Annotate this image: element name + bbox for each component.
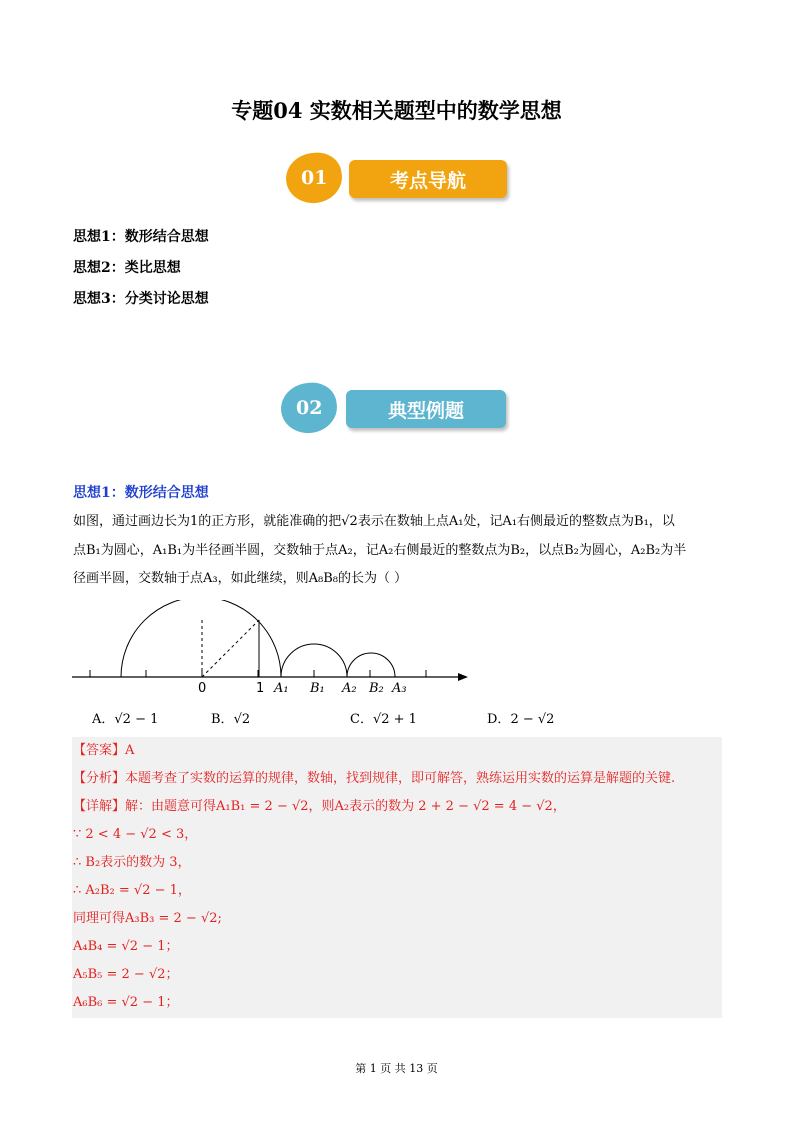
solution-step-5: A₄B₄ = √2 − 1； [73, 939, 179, 954]
section-number: 02 [295, 397, 323, 420]
option-d [487, 708, 554, 727]
option-text: √2 + 1 [372, 712, 417, 727]
section-number: 01 [300, 167, 328, 190]
analysis-text: 本题考查了实数的运算的规律，数轴，找到规律，即可解答，熟练运用实数的运算是解题的关键. [125, 771, 676, 786]
axis-arrow [458, 673, 468, 681]
semicircle-2 [347, 653, 395, 677]
solution-step-3: ∴ A₂B₂ = √2 − 1， [73, 883, 191, 898]
option-letter: A． [92, 712, 115, 727]
section-label: 典型例题 [387, 399, 464, 422]
detail-tag: 【详解】 [73, 799, 126, 814]
analysis-tag: 【分析】 [73, 771, 126, 786]
toc-item-1: 思想1：数形结合思想 [73, 229, 209, 245]
label-b1: B₁ [310, 681, 325, 696]
option-text: 2 − √2 [510, 712, 555, 727]
label-a3: A₃ [392, 681, 407, 696]
detail-text: 解：由题意可得A₁B₁ = 2 − √2，则A₂表示的数为 2 + 2 − √2 = 4 − √2， [125, 799, 566, 814]
label-zero: 0 [198, 681, 207, 696]
page-footer: 第 1 页 共 13 页 [355, 1062, 438, 1075]
option-text: √2 [233, 712, 251, 727]
diagonal [202, 620, 259, 677]
question-line-2: 点B₁为圆心，A₁B₁为半径画半圆，交数轴于点A₂，记A₂右侧最近的整数点为B₂，以点B₂为圆心，A₂B₂为半 [73, 543, 687, 558]
option-c [350, 708, 417, 727]
solution-step-6: A₅B₅ = 2 − √2； [73, 967, 179, 982]
label-a1: A₁ [274, 681, 289, 696]
section-banner-02 [346, 390, 506, 428]
option-b [211, 708, 250, 727]
toc-item-2: 思想2：类比思想 [73, 260, 181, 276]
question-line-3: 径画半圆，交数轴于点A₃，如此继续，则A₈B₈的长为（ ） [73, 571, 408, 586]
section-banner-01 [349, 160, 507, 198]
section-label: 考点导航 [389, 169, 466, 192]
option-a [92, 708, 158, 727]
solution-step-1: ∵ 2 < 4 − √2 < 3， [73, 827, 198, 842]
section-badge-01 [283, 149, 345, 206]
option-text: √2 − 1 [114, 712, 159, 727]
answer-value: A [125, 743, 135, 758]
analysis-line [73, 767, 728, 786]
solution-step-4: 同理可得A₃B₃ = 2 − √2; [73, 911, 222, 926]
detail-line [73, 795, 566, 814]
number-line-figure [70, 600, 470, 700]
answer-tag: 【答案】 [73, 743, 126, 758]
answer-line [73, 739, 134, 758]
label-a2: A₂ [342, 681, 357, 696]
question-line-1: 如图，通过画边长为1的正方形，就能准确的把√2表示在数轴上点A₁处，记A₁右侧最近的整数点为B₁，以 [73, 514, 675, 529]
section-badge-02 [278, 379, 340, 436]
toc-item-3: 思想3：分类讨论思想 [73, 291, 209, 307]
solution-step-7: A₆B₆ = √2 − 1； [73, 995, 179, 1010]
example-heading: 思想1：数形结合思想 [73, 485, 209, 501]
large-semicircle [121, 600, 281, 677]
option-letter: D． [487, 712, 511, 727]
label-one: 1 [256, 681, 265, 696]
page-title: 专题04 实数相关题型中的数学思想 [231, 98, 562, 123]
solution-step-2: ∴ B₂表示的数为 3， [73, 855, 191, 870]
label-b2: B₂ [369, 681, 384, 696]
option-letter: C． [350, 712, 373, 727]
option-letter: B． [211, 712, 234, 727]
